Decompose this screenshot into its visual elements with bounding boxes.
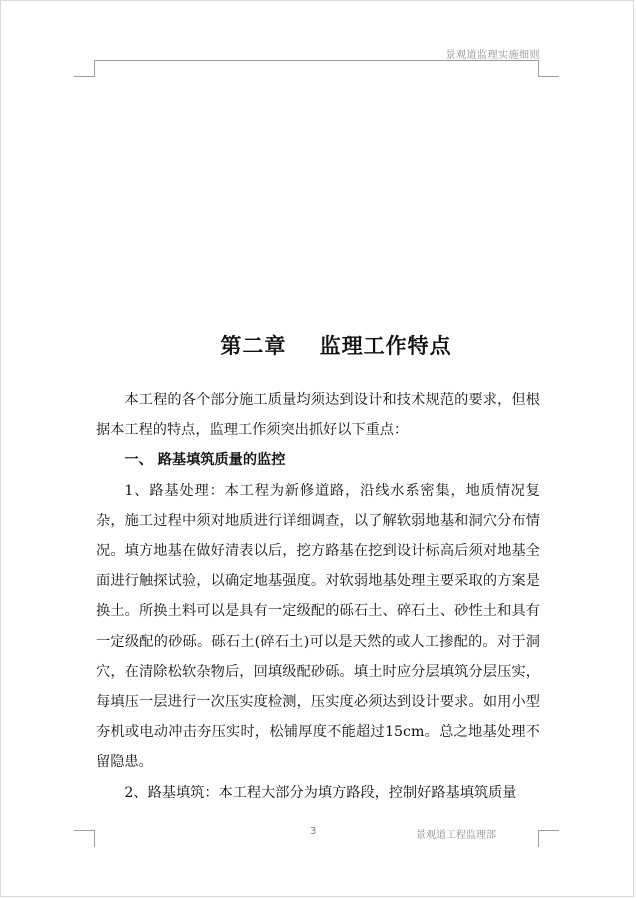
intro-paragraph: 本工程的各个部分施工质量均须达到设计和技术规范的要求，但根据本工程的特点，监理工作须突出抓好以下重点： [96, 392, 540, 439]
chapter-title: 第二章 监理工作特点 [220, 333, 452, 359]
document-body [96, 385, 540, 808]
crop-mark-bottom-right [538, 830, 559, 847]
crop-mark-top-right [538, 60, 559, 77]
header-rule [94, 60, 538, 61]
running-header: 景观道监理实施细则 [445, 50, 540, 61]
paragraph-subgrade-filling: 2、路基填筑：本工程大部分为填方路段，控制好路基填筑质量 [124, 784, 517, 801]
crop-mark-top-left [74, 60, 95, 77]
page-number: 3 [310, 826, 317, 837]
crop-mark-bottom-left [74, 830, 95, 847]
section-heading: 一、 路基填筑质量的监控 [124, 452, 286, 469]
paragraph-subgrade-treatment: 1、路基处理：本工程为新修道路，沿线水系密集，地质情况复杂，施工过程中须对地质进行详细调查，以了解软弱地基和洞穴分布情况。填方地基在做好清表以后，挖方路基在挖到设计标高后须对地基全面进行触探试验，以确定地基强度。对软弱地基处理主要采取的方案是换土。所换土料可以是具有一定级配的砾石土、碎石土、砂性土和具有一定级配的砂砾。砾石土(碎石土)可以是天然的或人工掺配的。对于洞穴，在清除松软杂物后，回填级配砂砾。填土时应分层填筑分层压实，每填压一层进行一次压实度检测，压实度必须达到设计要求。如用小型夯机或电动冲击夯压实时，松铺厚度不能超过15cm。总之地基处理不留隐患。 [96, 482, 540, 771]
running-footer: 景观道工程监理部 [416, 830, 496, 841]
